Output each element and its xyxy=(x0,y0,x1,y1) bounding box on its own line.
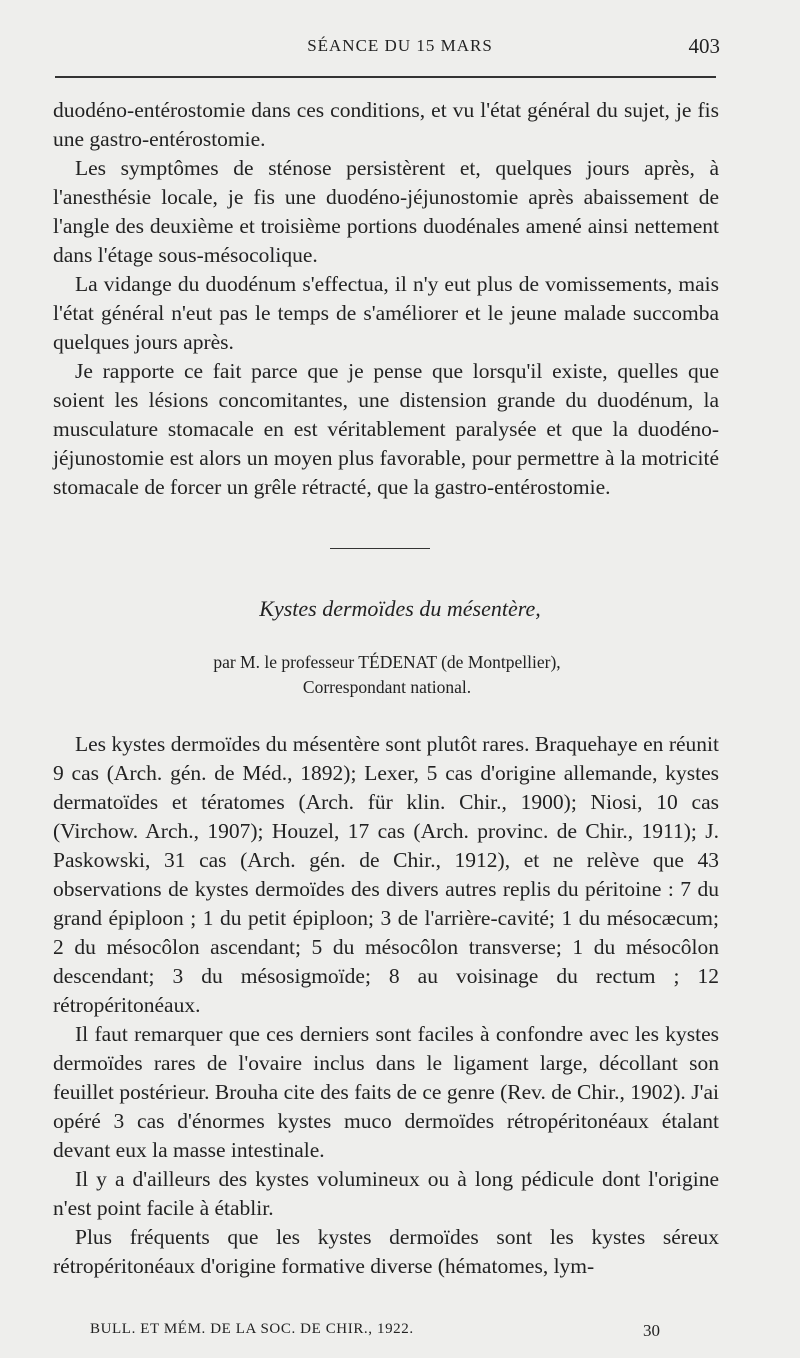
paragraph: Il faut remarquer que ces derniers sont faciles à confondre avec les kystes dermoïdes rares de l'ovaire inclus dans le ligament large, décollant son feuillet postérieur. Brouha cite des faits de ce genre (Rev. de Chir., 1902). J'ai opéré 3 cas d'énormes kystes muco dermoïdes rétropéritonéaux étalant devant eux la masse intestinale. xyxy=(53,1022,719,1162)
header-rule xyxy=(55,76,716,78)
paragraph: duodéno-entérostomie dans ces conditions, et vu l'état général du sujet, je fis une gastro-entérostomie. xyxy=(53,98,719,151)
paragraph: Les symptômes de sténose persistèrent et, quelques jours après, à l'anesthésie locale, je fis une duodéno-jéjunostomie après abaissement de l'angle des deuxième et troisième portions duodénales amené ainsi nettement dans l'étage sous-mésocolique. xyxy=(53,156,719,267)
paragraph: Il y a d'ailleurs des kystes volumineux ou à long pédicule dont l'origine n'est point facile à établir. xyxy=(53,1167,719,1220)
page-number: 403 xyxy=(688,34,720,58)
journal-citation: BULL. ET MÉM. DE LA SOC. DE CHIR., 1922. xyxy=(90,1321,414,1337)
byline xyxy=(0,650,774,700)
sheet-signature: 30 xyxy=(643,1321,660,1340)
running-head xyxy=(0,34,800,60)
paragraph: Les kystes dermoïdes du mésentère sont plutôt rares. Braquehaye en réunit 9 cas (Arch. gén. de Méd., 1892); Lexer, 5 cas d'origine allemande, kystes dermatoïdes et tératomes (Arch. für klin. Chir., 1900); Niosi, 10 cas (Virchow. Arch., 1907); Houzel, 17 cas (Arch. provinc. de Chir., 1911); J. Paskowski, 31 cas (Arch. gén. de Chir., 1912), et ne relève que 43 observations de kystes dermoïdes des divers autres replis du péritoine : 7 du grand épiploon ; 1 du petit épiploon; 3 de l'arrière-cavité; 1 du mésocæcum; 2 du mésocôlon ascendant; 5 du mésocôlon transverse; 1 du mésocôlon descendant; 3 du mésosigmoïde; 8 au voisinage du rectum ; 12 rétropéritonéaux. xyxy=(53,732,719,1017)
running-head-title: SÉANCE DU 15 MARS xyxy=(307,36,493,55)
previous-article-text xyxy=(53,96,719,502)
author-status: Correspondant national. xyxy=(302,677,472,697)
author-line: par M. le professeur TÉDENAT (de Montpellier), xyxy=(213,652,561,672)
article-body xyxy=(53,730,719,1281)
section-separator xyxy=(330,548,430,549)
article-title: Kystes dermoïdes du mésentère, xyxy=(259,596,541,621)
paragraph: La vidange du duodénum s'effectua, il n'y eut plus de vomissements, mais l'état général n'eut pas le temps de s'améliorer et le jeune malade succomba quelques jours après. xyxy=(53,272,719,354)
paragraph: Plus fréquents que les kystes dermoïdes sont les kystes séreux rétropéritonéaux d'origine formative diverse (hématomes, lym- xyxy=(53,1225,719,1278)
page-footer xyxy=(90,1321,660,1345)
paragraph: Je rapporte ce fait parce que je pense que lorsqu'il existe, quelles que soient les lésions concomitantes, une distension grande du duodénum, la musculature stomacale en est véritablement paralysée et que la duodéno-jéjunostomie est alors un moyen plus favorable, pour permettre à la motricité stomacale de forcer un grêle rétracté, que la gastro-entérostomie. xyxy=(53,359,719,499)
